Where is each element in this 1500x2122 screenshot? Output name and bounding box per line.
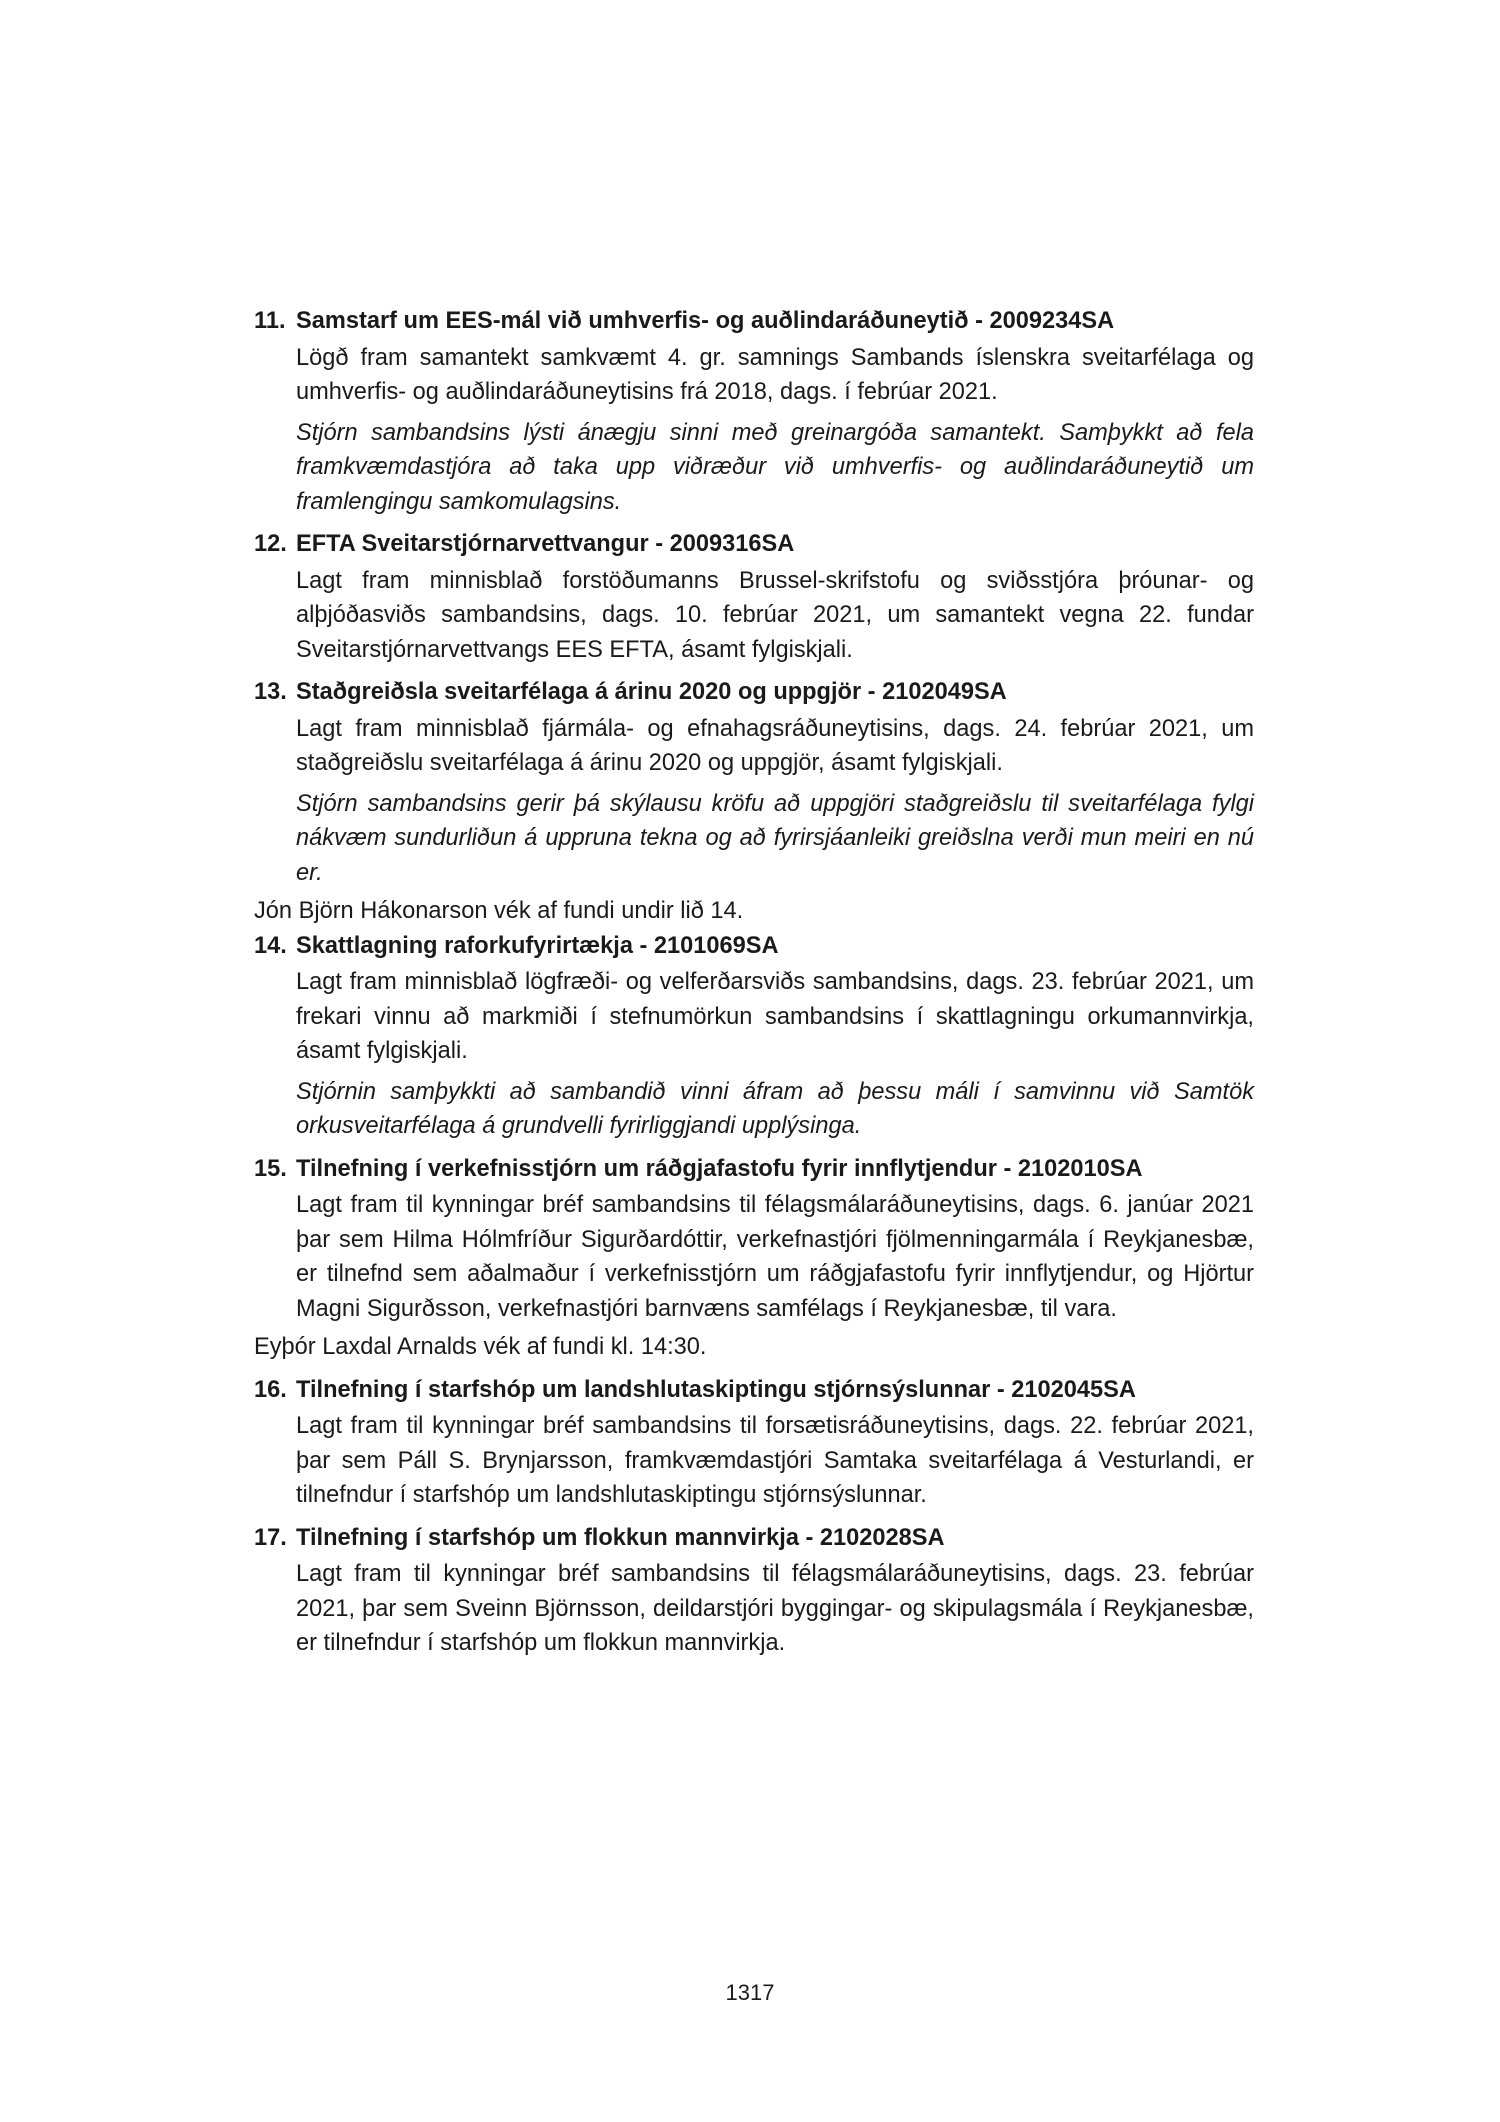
item-heading: Tilnefning í starfshóp um landshlutaskiptingu stjórnsýslunnar - 2102045SA — [296, 1376, 1136, 1403]
item-text: Lögð fram samantekt samkvæmt 4. gr. samnings Sambands íslenskra sveitarfélaga og umhverfis- og auðlindaráðuneytisins frá 2018, dags. í febrúar 2021. — [296, 344, 1254, 405]
item-text: Lagt fram til kynningar bréf sambandsins til forsætisráðuneytisins, dags. 22. febrúar 2021, þar sem Páll S. Brynjarsson, framkvæmdastjóri Samtaka sveitarfélaga á Vesturlandi, er tilnefndur í starfshóp um landshlutaskiptingu stjórnsýslunnar. — [296, 1413, 1254, 1508]
item-number: 14. — [254, 932, 287, 959]
item-decision: Stjórn sambandsins gerir þá skýlausu kröfu að uppgjöri staðgreiðslu til sveitarfélaga fylgi nákvæm sundurliðun á uppruna tekna og að fyrirsjáanleiki greiðslna verði mun meiri en nú er. — [296, 790, 1254, 886]
agenda-item-17 — [254, 1521, 1254, 1661]
item-text: Lagt fram minnisblað forstöðumanns Brussel-skrifstofu og sviðsstjóra þróunar- og alþjóðasviðs sambandsins, dags. 10. febrúar 2021, um samantekt vegna 22. fundar Sveitarstjórnarvettvangs EES EFTA, ásamt fylgiskjali. — [296, 567, 1254, 663]
item-text: Lagt fram minnisblað lögfræði- og velferðarsviðs sambandsins, dags. 23. febrúar 2021, um frekari vinnu að markmiði í stefnumörkun sambandsins í skattlagningu orkumannvirkja, ásamt fylgiskjali. — [296, 969, 1254, 1064]
item-number: 11. — [254, 308, 286, 334]
agenda-item-15 — [254, 1152, 1254, 1327]
item-heading: Samstarf um EES-mál við umhverfis- og auðlindaráðuneytið - 2009234SA — [296, 308, 1115, 334]
item-text: Lagt fram minnisblað fjármála- og efnahagsráðuneytisins, dags. 24. febrúar 2021, um staðgreiðslu sveitarfélaga á árinu 2020 og uppgjör, ásamt fylgiskjali. — [296, 715, 1254, 776]
item-number: 16. — [254, 1376, 287, 1403]
item-title — [254, 304, 1254, 339]
minutes-body — [254, 304, 1254, 1661]
item-title — [254, 929, 1254, 964]
item-heading: Staðgreiðsla sveitarfélaga á árinu 2020 og uppgjör - 2102049SA — [296, 679, 1007, 705]
agenda-item-12 — [254, 527, 1254, 667]
item-title — [254, 527, 1254, 562]
page-number: 1317 — [725, 1980, 775, 2005]
item-number: 17. — [254, 1524, 287, 1551]
item-number: 15. — [254, 1155, 287, 1182]
item-number: 12. — [254, 531, 287, 557]
item-heading: EFTA Sveitarstjórnarvettvangur - 2009316SA — [296, 531, 795, 557]
attendance-note: Eyþór Laxdal Arnalds vék af fundi kl. 14:30. — [254, 1334, 707, 1360]
agenda-item-13 — [254, 675, 1254, 890]
item-title — [254, 675, 1254, 710]
item-heading: Tilnefning í verkefnisstjórn um ráðgjafastofu fyrir innflytjendur - 2102010SA — [296, 1155, 1143, 1182]
agenda-item-14 — [254, 929, 1254, 1144]
item-heading: Tilnefning í starfshóp um flokkun mannvirkja - 2102028SA — [296, 1524, 945, 1551]
item-text: Lagt fram til kynningar bréf sambandsins til félagsmálaráðuneytisins, dags. 23. febrúar 2021, þar sem Sveinn Björnsson, deildarstjóri byggingar- og skipulagsmála í Reykjanesbæ, er tilnefndur í starfshóp um flokkun mannvirkja. — [296, 1561, 1254, 1656]
attendance-note: Jón Björn Hákonarson vék af fundi undir lið 14. — [254, 898, 744, 924]
item-number: 13. — [254, 679, 287, 705]
item-title — [254, 1152, 1254, 1187]
item-heading: Skattlagning raforkufyrirtækja - 2101069SA — [296, 932, 779, 959]
agenda-item-11 — [254, 304, 1254, 519]
item-decision: Stjórnin samþykkti að sambandið vinni áfram að þessu máli í samvinnu við Samtök orkusveitarfélaga á grundvelli fyrirliggjandi upplýsinga. — [296, 1078, 1254, 1139]
agenda-item-16 — [254, 1373, 1254, 1513]
item-decision: Stjórn sambandsins lýsti ánægju sinni með greinargóða samantekt. Samþykkt að fela framkvæmdastjóra að taka upp viðræður við umhverfis- og auðlindaráðuneytið um framlengingu samkomulagsins. — [296, 419, 1254, 515]
item-title — [254, 1373, 1254, 1408]
item-text: Lagt fram til kynningar bréf sambandsins til félagsmálaráðuneytisins, dags. 6. janúar 2021 þar sem Hilma Hólmfríður Sigurðardóttir, verkefnastjóri fjölmenningarmála í Reykjanesbæ, er tilnefnd sem aðalmaður í verkefnisstjórn um ráðgjafastofu fyrir innflytjendur, og Hjörtur Magni Sigurðsson, verkefnastjóri barnvæns samfélags í Reykjanesbæ, til vara. — [296, 1192, 1254, 1322]
item-title — [254, 1521, 1254, 1556]
